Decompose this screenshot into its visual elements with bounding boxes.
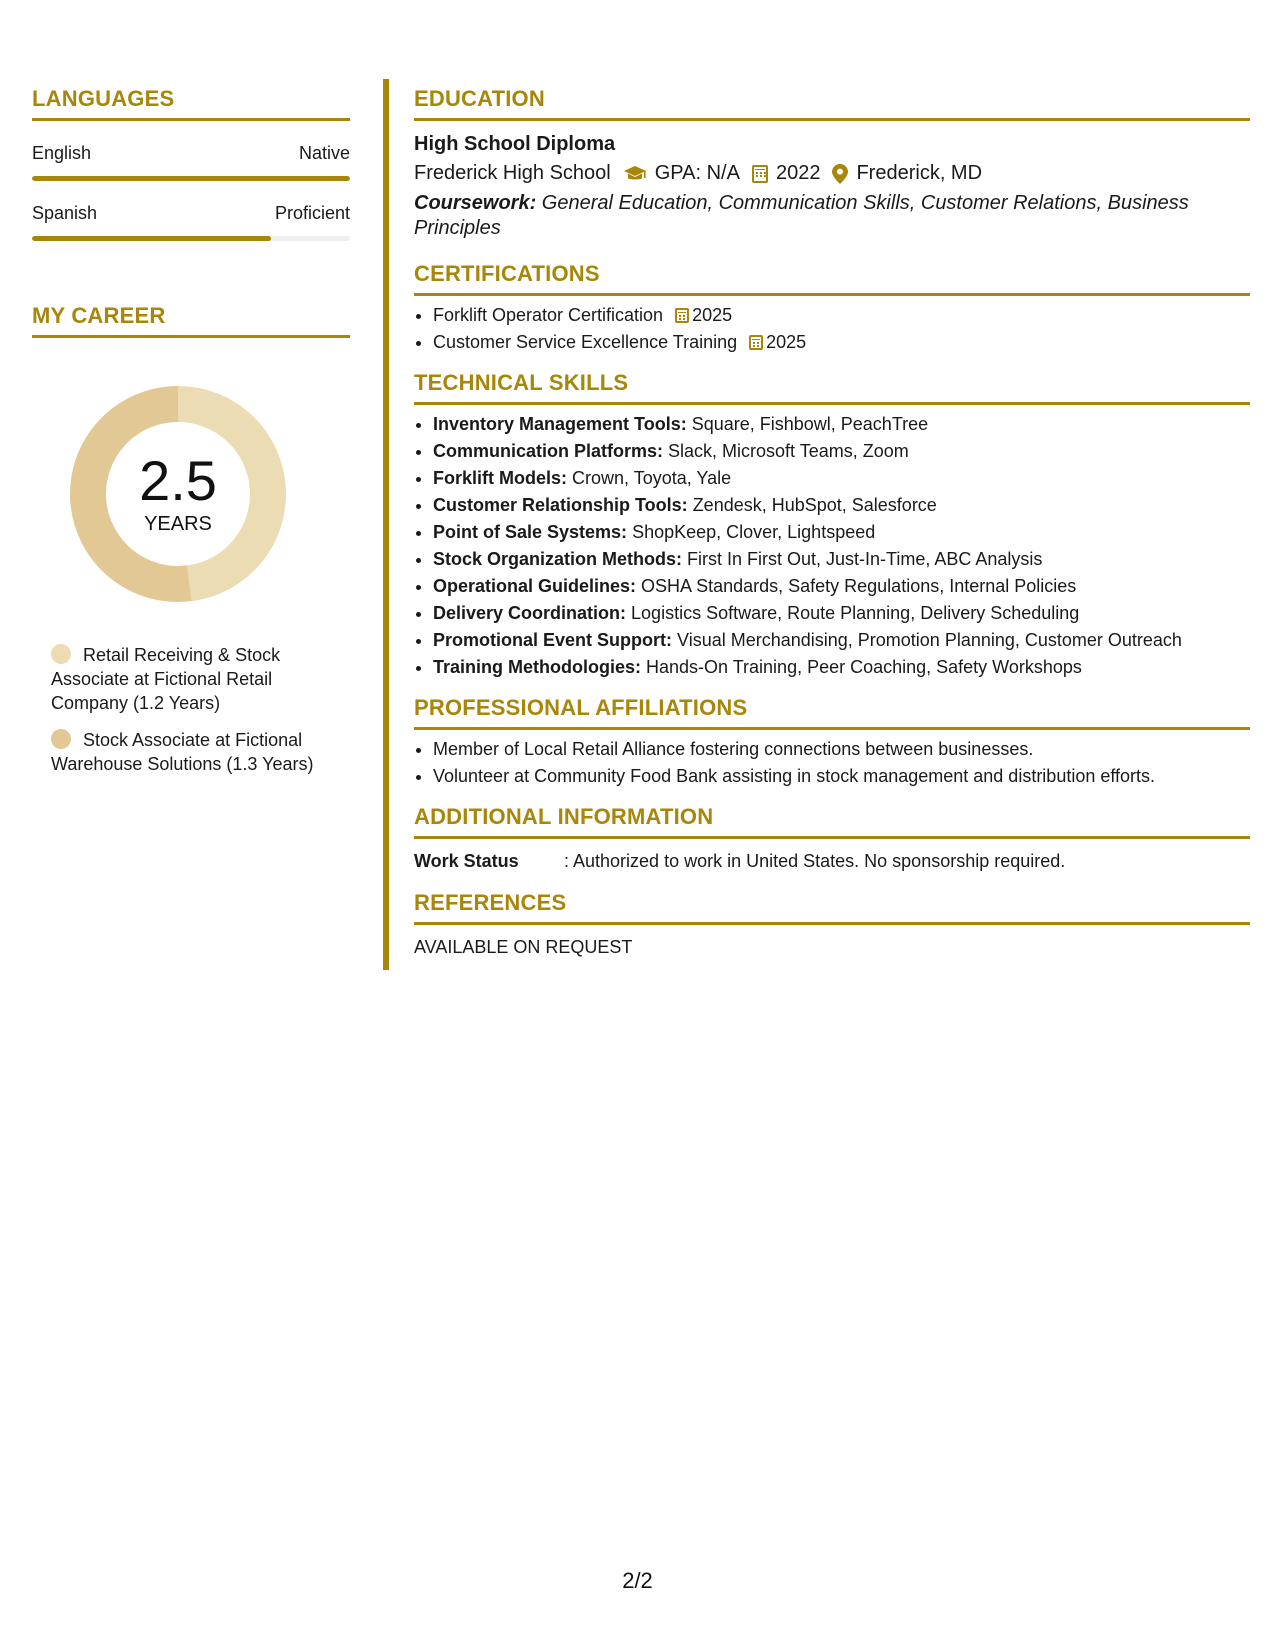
right-column [414,86,1250,972]
language-bar [32,236,350,241]
skill-value: Square, Fishbowl, PeachTree [686,414,929,434]
skill-item [433,438,1250,465]
affiliations-rule [414,727,1250,730]
languages-section [32,86,350,241]
references-section [414,890,1250,958]
skill-value: ShopKeep, Clover, Lightspeed [627,522,876,542]
references-rule [414,922,1250,925]
education-degree: High School Diploma [414,133,616,155]
education-location: Frederick, MD [856,162,983,184]
language-name: English [32,143,92,163]
skill-label: Promotional Event Support: [433,630,673,650]
education-coursework [414,191,1250,241]
education-rule [414,118,1250,121]
skill-value: Logistics Software, Route Planning, Delivery Scheduling [626,603,1080,623]
calendar-icon [752,165,768,183]
career-legend [32,643,350,776]
work-status-label: Work Status [414,851,519,871]
references-text: AVAILABLE ON REQUEST [414,937,633,957]
graduation-cap-icon [623,165,647,183]
skill-value: OSHA Standards, Safety Regulations, Internal Policies [636,576,1077,596]
skill-label: Stock Organization Methods: [433,549,683,569]
certifications-rule [414,293,1250,296]
language-bar-fill [32,176,350,181]
career-section [32,303,350,776]
skill-item [433,627,1250,654]
skill-item [433,411,1250,438]
language-level: Native [298,143,350,163]
education-heading: EDUCATION [414,86,545,111]
work-status-row [414,851,1250,872]
calendar-icon [675,308,689,323]
references-heading: REFERENCES [414,890,567,915]
skill-item [433,492,1250,519]
skill-value: Slack, Microsoft Teams, Zoom [663,441,909,461]
coursework-text: General Education, Communication Skills, Customer Relations, Business Principles [414,192,1189,239]
language-level: Proficient [274,203,350,223]
calendar-icon [749,335,763,350]
skill-label: Operational Guidelines: [433,576,637,596]
certifications-heading: CERTIFICATIONS [414,261,600,286]
column-divider [383,79,389,970]
career-legend-item [51,643,350,715]
additional-heading: ADDITIONAL INFORMATION [414,804,714,829]
certification-item [433,329,1250,356]
map-pin-icon [832,164,848,184]
skill-value: First In First Out, Just-In-Time, ABC Analysis [682,549,1043,569]
certification-name: Forklift Operator Certification [433,305,664,325]
coursework-label: Coursework: [414,192,537,214]
skill-item [433,573,1250,600]
language-item-english [32,143,350,181]
language-item-spanish [32,203,350,241]
certification-item [433,302,1250,329]
skill-label: Communication Platforms: [433,441,664,461]
skill-value: Visual Merchandising, Promotion Planning, Customer Outreach [672,630,1182,650]
donut-center [65,381,291,607]
skills-heading: TECHNICAL SKILLS [414,370,629,395]
work-status-value: : Authorized to work in United States. No sponsorship required. [564,851,1066,871]
skill-item [433,465,1250,492]
additional-rule [414,836,1250,839]
job-label: Retail Receiving & Stock Associate at Fictional Retail Company (1.2 Years) [51,645,281,713]
career-legend-item [51,728,350,776]
skill-value: Crown, Toyota, Yale [567,468,732,488]
language-bar-fill [32,236,271,241]
skill-item [433,600,1250,627]
affiliation-item: • Member of Local Retail Alliance fostering connections between businesses. [433,736,1250,763]
skill-value: Zendesk, HubSpot, Salesforce [687,495,937,515]
education-section [414,86,1250,241]
career-rule [32,335,350,338]
skill-item [433,519,1250,546]
education-school: Frederick High School [414,162,611,184]
skill-label: Customer Relationship Tools: [433,495,688,515]
skill-item [433,546,1250,573]
education-details [414,162,1250,185]
technical-skills-section [414,370,1250,681]
additional-info-section [414,804,1250,872]
legend-dot [51,644,71,664]
language-name: Spanish [32,203,98,223]
education-gpa: GPA: N/A [654,162,740,184]
skill-label: Point of Sale Systems: [433,522,628,542]
legend-dot [51,729,71,749]
skill-label: Forklift Models: [433,468,567,488]
skill-label: Delivery Coordination: [433,603,627,623]
affiliation-item: • Volunteer at Community Food Bank assisting in stock management and distribution efforts. [433,763,1250,790]
education-year: 2022 [775,162,821,184]
skill-value: Hands-On Training, Peer Coaching, Safety Workshops [641,657,1082,677]
skill-label: Training Methodologies: [433,657,641,677]
affiliations-section [414,695,1250,790]
certification-year: 2025 [692,305,733,325]
career-donut-chart [65,381,291,607]
certification-name: Customer Service Excellence Training [433,332,738,352]
language-bar [32,176,350,181]
certifications-section [414,261,1250,356]
left-column [32,86,350,789]
page-number: 2/2 [622,1568,653,1593]
skills-rule [414,402,1250,405]
skill-label: Inventory Management Tools: [433,414,687,434]
career-heading: MY CAREER [32,303,166,328]
languages-rule [32,118,350,121]
skill-item [433,654,1250,681]
affiliations-heading: PROFESSIONAL AFFILIATIONS [414,695,748,720]
certification-year: 2025 [766,332,807,352]
languages-heading: LANGUAGES [32,86,175,111]
career-total-unit: YEARS [144,512,212,535]
job-label: Stock Associate at Fictional Warehouse Solutions (1.3 Years) [51,730,314,774]
career-total-value: 2.5 [139,448,217,512]
